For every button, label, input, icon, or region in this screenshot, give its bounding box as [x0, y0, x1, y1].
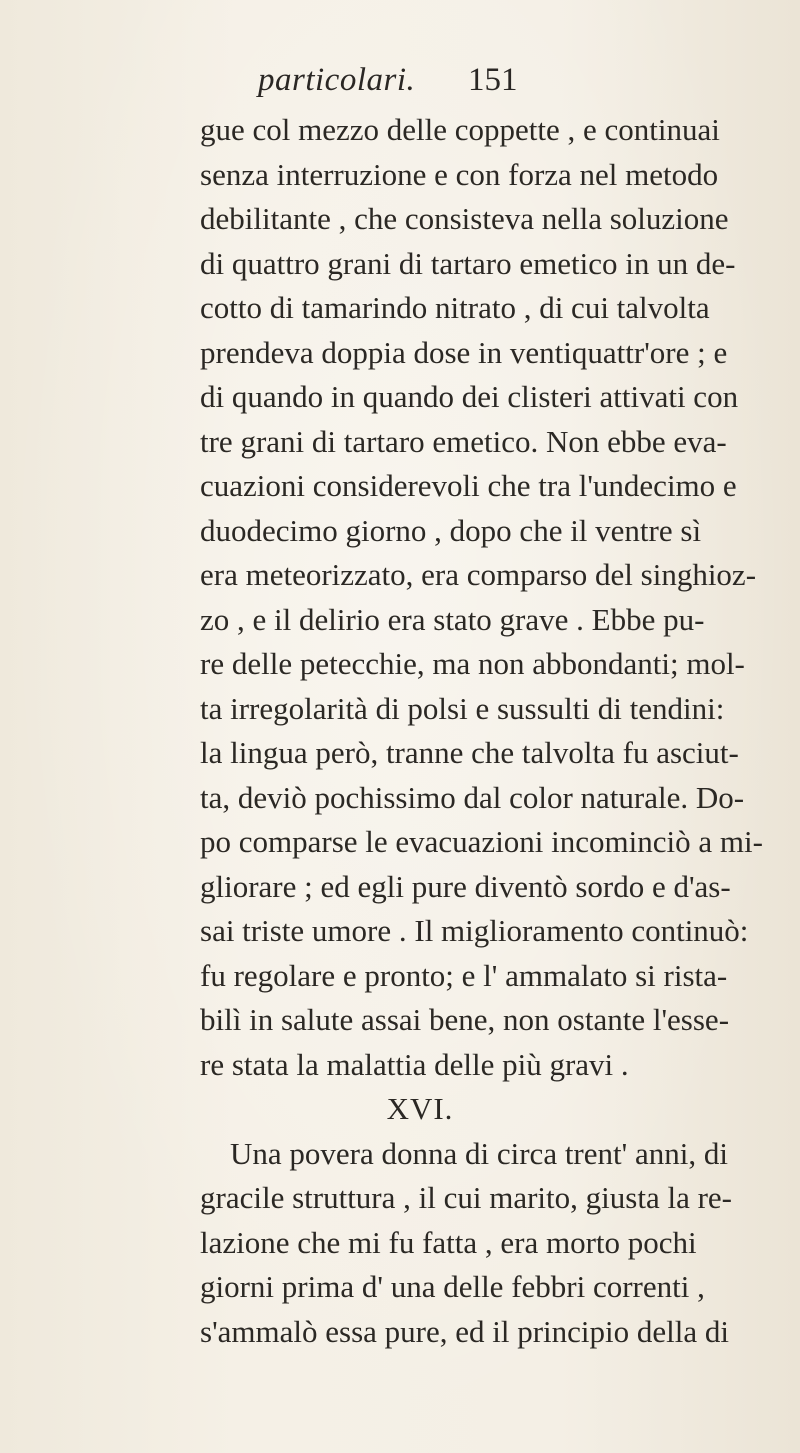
text-line: tre grani di tartaro emetico. Non ebbe eva- [200, 423, 727, 459]
text-line: debilitante , che consisteva nella soluzione [200, 201, 729, 236]
text-line: duodecimo giorno , dopo che il ventre sì [200, 512, 702, 548]
text-line: fu regolare e pronto; e l' ammalato si rista- [200, 957, 728, 993]
text-line: re delle petecchie, ma non abbondanti; mol- [200, 646, 745, 681]
text-line: cuazioni considerevoli che tra l'undecimo e [200, 468, 737, 503]
text-line: s'ammalò essa pure, ed il principio della di [200, 1313, 729, 1349]
text-line: zo , e il delirio era stato grave . Ebbe pu- [200, 601, 705, 637]
text-line: la lingua però, tranne che talvolta fu asciut- [200, 735, 739, 770]
text-line: ta irregolarità di polsi e sussulti di tendini: [200, 690, 725, 726]
text-line: gracile struttura , il cui marito, giusta la re- [200, 1180, 732, 1215]
page-number: 151 [468, 62, 518, 98]
text-line: di quando in quando dei clisteri attivati con [200, 379, 739, 414]
section-heading: XVI. [386, 1091, 454, 1126]
running-title: particolari. [258, 62, 416, 98]
body-text [200, 108, 763, 1354]
text-line: sai triste umore . Il miglioramento continuò: [200, 913, 749, 948]
text-line: ta, deviò pochissimo dal color naturale. Do- [200, 779, 745, 815]
text-line: po comparse le evacuazioni incominciò a mi- [200, 824, 763, 859]
text-line: prendeva doppia dose in ventiquattr'ore ; e [200, 334, 728, 370]
text-line: giorni prima d' una delle febbri correnti , [200, 1269, 705, 1304]
page-header [258, 62, 558, 102]
text-line: cotto di tamarindo nitrato , di cui talvolta [200, 290, 710, 325]
text-line: di quattro grani di tartaro emetico in un de- [200, 245, 736, 281]
text-line: senza interruzione e con forza nel metodo [200, 156, 719, 192]
text-line: lazione che mi fu fatta , era morto pochi [200, 1224, 697, 1260]
text-line: gliorare ; ed egli pure diventò sordo e d'as- [200, 868, 731, 904]
text-line: Una povera donna di circa trent' anni, di [230, 1135, 728, 1171]
text-line: gue col mezzo delle coppette , e continuai [200, 112, 720, 147]
text-line: bilì in salute assai bene, non ostante l'esse- [200, 1002, 730, 1037]
text-line: era meteorizzato, era comparso del singhioz- [200, 557, 757, 592]
paragraph-end-line: re stata la malattia delle più gravi . [200, 1046, 629, 1082]
